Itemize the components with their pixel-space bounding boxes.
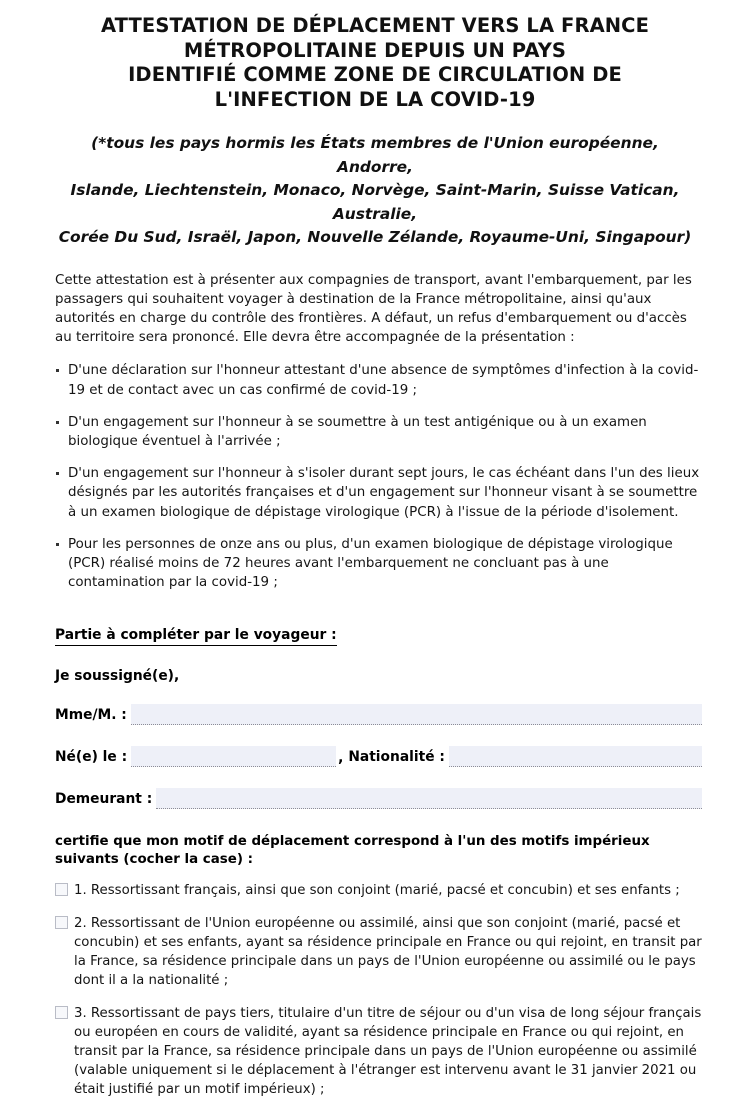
list-item: D'un engagement sur l'honneur à se soumettre à un test antigénique ou à un examen biologique éventuel à l'arrivée ;: [55, 413, 702, 451]
certify-heading: certifie que mon motif de déplacement correspond à l'un des motifs impérieux suivants (cocher la case) :: [55, 833, 702, 868]
title-line-2: MÉTROPOLITAINE DEPUIS UN PAYS: [55, 39, 695, 64]
document-body: [0, 271, 750, 1099]
intro-paragraph: Cette attestation est à présenter aux compagnies de transport, avant l'embarquement, par les passagers qui souhaitent voyager à destination de la France métropolitaine, ainsi qu'aux autorités en charge du contrôle des frontières. A défaut, un refus d'embarquement ou d'accès au territoire sera prononcé. Elle devra être accompagnée de la présentation :: [55, 271, 702, 348]
residence-field-label: Demeurant :: [55, 791, 152, 809]
traveler-section-heading: Partie à compléter par le voyageur :: [55, 627, 337, 646]
nationality-field-label: Nationalité :: [348, 749, 445, 767]
option-label-1: 1. Ressortissant français, ainsi que son conjoint (marié, pacsé et concubin) et ses enfants ;: [74, 881, 702, 900]
option-row-1[interactable]: [55, 881, 702, 900]
title-line-3: IDENTIFIÉ COMME ZONE DE CIRCULATION DE: [55, 63, 695, 88]
name-field-row: [55, 703, 702, 725]
title-line-4: L'INFECTION DE LA COVID-19: [55, 88, 695, 113]
option-label-2: 2. Ressortissant de l'Union européenne ou assimilé, ainsi que son conjoint (marié, pacsé et concubin) et ses enfants, ayant sa résidence principale en France ou qui rejoint, en transit par la France, sa résidence principale dans un pays de l'Union européenne ou assimilé ou le pays dont il a la nationalité ;: [74, 914, 702, 990]
residence-field-row: [55, 787, 702, 809]
birthdate-input[interactable]: [131, 746, 336, 767]
document-subtitle: [0, 112, 750, 250]
birthdate-field-label: Né(e) le :: [55, 749, 127, 767]
list-item: D'une déclaration sur l'honneur attestant d'une absence de symptômes d'infection à la covid-19 et de contact avec un cas confirmé de covid-19 ;: [55, 361, 702, 399]
undersigned-label: Je soussigné(e),: [55, 668, 702, 685]
traveler-form: [55, 703, 702, 809]
requirements-list: [55, 361, 702, 592]
field-separator: ,: [338, 750, 343, 767]
option-row-2[interactable]: [55, 914, 702, 990]
nationality-input[interactable]: [449, 746, 702, 767]
checkbox-icon[interactable]: [55, 916, 68, 929]
subtitle-line-2: Islande, Liechtenstein, Monaco, Norvège, Saint-Marin, Suisse Vatican, Australie,: [52, 179, 698, 226]
birthdate-nationality-row: [55, 745, 702, 767]
document-title: [0, 0, 750, 112]
name-input[interactable]: [131, 704, 702, 725]
list-item: Pour les personnes de onze ans ou plus, d'un examen biologique de dépistage virologique (PCR) réalisé moins de 72 heures avant l'embarquement ne concluant pas à une contamination par la covid-19 ;: [55, 535, 702, 593]
option-label-3: 3. Ressortissant de pays tiers, titulaire d'un titre de séjour ou d'un visa de long séjour français ou européen en cours de validité, ayant sa résidence principale en France ou qui rejoint, en transit par la France, sa résidence principale dans un pays de l'Union européenne ou assimilé (valable uniquement si le déplacement à l'étranger est intervenu avant le 31 janvier 2021 ou était justifié par un motif impérieux) ;: [74, 1004, 702, 1099]
title-line-1: ATTESTATION DE DÉPLACEMENT VERS LA FRANCE: [55, 14, 695, 39]
list-item: D'un engagement sur l'honneur à s'isoler durant sept jours, le cas échéant dans l'un des lieux désignés par les autorités françaises et d'un engagement sur l'honneur visant à se soumettre à un examen biologique de dépistage virologique (PCR) à l'issue de la période d'isolement.: [55, 464, 702, 522]
subtitle-line-1: (*tous les pays hormis les États membres de l'Union européenne, Andorre,: [52, 132, 698, 179]
subtitle-line-3: Corée Du Sud, Israël, Japon, Nouvelle Zélande, Royaume-Uni, Singapour): [52, 226, 698, 250]
name-field-label: Mme/M. :: [55, 707, 127, 725]
residence-input[interactable]: [156, 788, 702, 809]
checkbox-icon[interactable]: [55, 1006, 68, 1019]
checkbox-icon[interactable]: [55, 883, 68, 896]
option-row-3[interactable]: [55, 1004, 702, 1099]
motive-options-list: [55, 881, 702, 1099]
